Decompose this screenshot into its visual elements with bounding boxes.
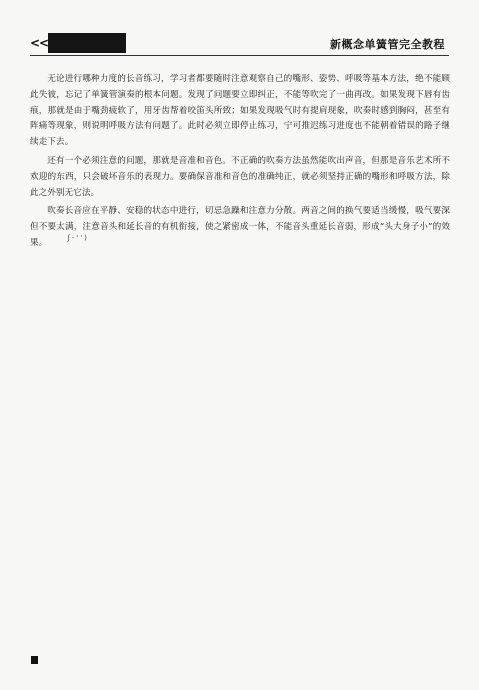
- paragraph-1: 无论进行哪种力度的长音练习，学习者都要随时注意观察自己的嘴形、姿势、呼吸等基本方法，绝不能顾此失彼，忘记了单簧管演奏的根本问题。发现了问题要立即纠正，不能等吹完了一曲再改。如果发现下唇有齿痕，那就是由于嘴劲疲软了，用牙齿帮着咬笛头所致；如果发现吸气时有提肩现象，吹奏时感到胸闷，甚至有阵痛等现象，则说明呼吸方法有问题了。此时必须立即停止练习，宁可推迟练习进度也不能朝着错误的路子继续走下去。: [30, 74, 450, 148]
- page-corner-mark: [31, 656, 38, 664]
- paragraph-2: 还有一个必须注意的问题，那就是音准和音色。不正确的吹奏方法虽然能吹出声音，但那是音乐艺术所不欢迎的东西，只会破坏音乐的表现力。要确保音准和音色的准确纯正，就必须坚持正确的嘴形和呼吸方法，除此之外别无它法。: [30, 155, 450, 198]
- paragraph-3-text: 吹奏长音应在平静、安稳的状态中进行，切忌急躁和注意力分散。两音之间的换气要适当缓慢，吸气要深但不要太满，注意音头和延长音的有机衔接，使之紧密成一体，不能音头重延长音弱，形成“头大身子小”的效果。: [30, 206, 450, 248]
- body-text: [30, 72, 450, 255]
- prev-page-marker: <<: [30, 36, 49, 50]
- handwritten-mark: ʃ‑'ꞌ): [66, 233, 88, 242]
- header-black-block: [48, 33, 126, 53]
- book-title: 新概念单簧管完全教程: [330, 38, 445, 51]
- page-header: [0, 0, 479, 60]
- paragraph-3: [30, 204, 450, 251]
- header-divider: [30, 55, 449, 56]
